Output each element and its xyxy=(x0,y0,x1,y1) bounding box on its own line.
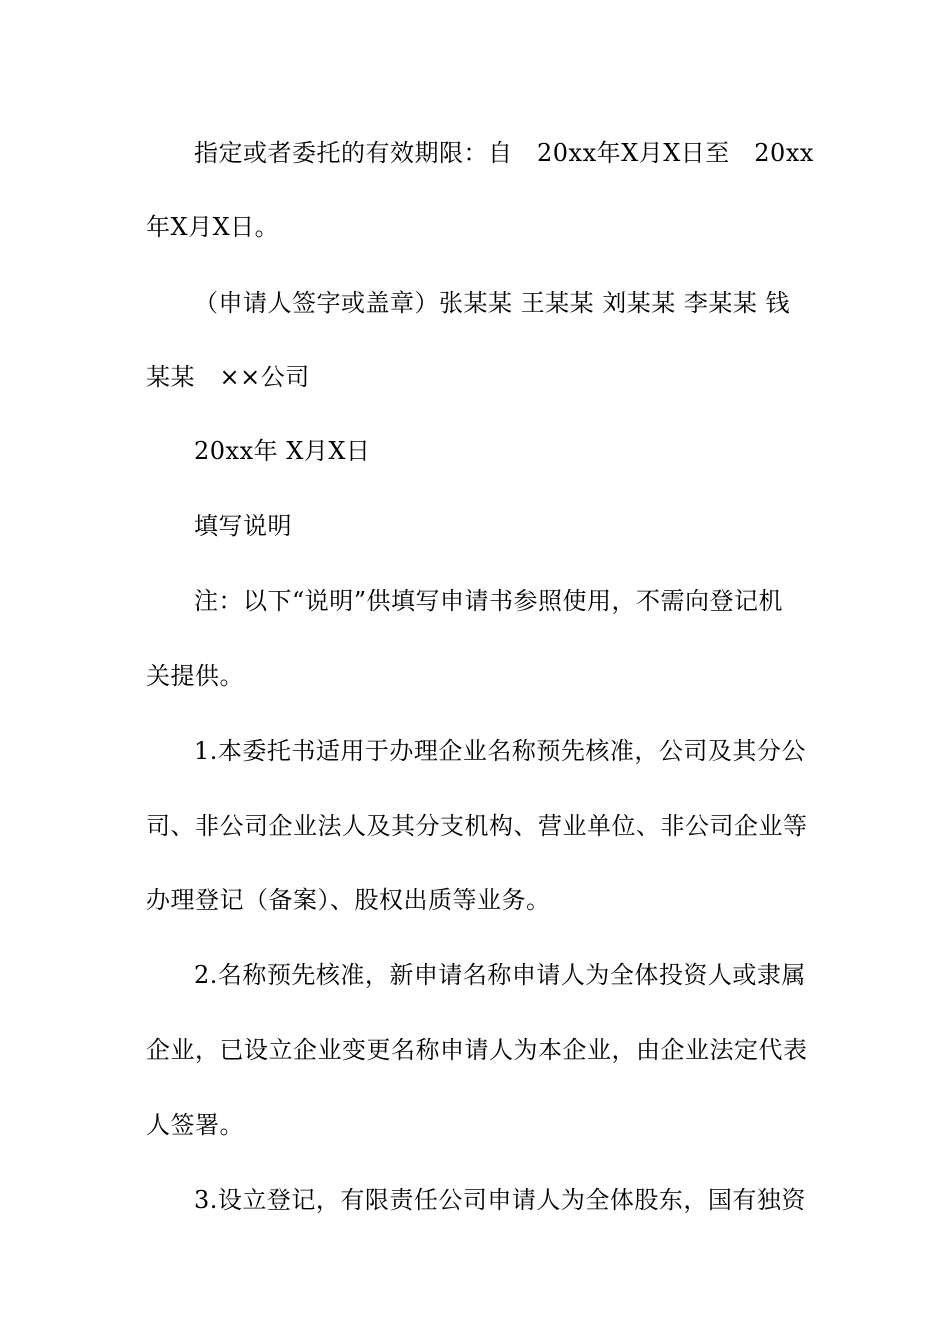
item-2-line-3: 人签署。 xyxy=(146,1111,244,1139)
applicant-signature-line-2: 某某 ××公司 xyxy=(146,363,310,391)
validity-period-line-2: 年X月X日。 xyxy=(146,213,280,241)
item-1-line-1: 1.本委托书适用于办理企业名称预先核准，公司及其分公 xyxy=(194,737,806,765)
validity-period-line-1: 指定或者委托的有效期限：自 20xx年X月X日至 20xx xyxy=(194,139,814,167)
note-line-2: 关提供。 xyxy=(146,662,244,690)
item-2-line-2: 企业，已设立企业变更名称申请人为本企业，由企业法定代表 xyxy=(146,1036,808,1064)
item-2-line-1: 2.名称预先核准，新申请名称申请人为全体投资人或隶属 xyxy=(194,961,806,989)
item-1-line-2: 司、非公司企业法人及其分支机构、营业单位、非公司企业等 xyxy=(146,812,808,840)
section-title-instructions: 填写说明 xyxy=(194,512,292,540)
date-line: 20xx年 X月X日 xyxy=(194,437,371,465)
note-line-1: 注：以下“说明”供填写申请书参照使用，不需向登记机 xyxy=(194,587,784,615)
item-3-line-1: 3.设立登记，有限责任公司申请人为全体股东，国有独资 xyxy=(194,1186,806,1214)
applicant-signature-line-1: （申请人签字或盖章）张某某 王某某 刘某某 李某某 钱 xyxy=(194,289,791,317)
item-1-line-3: 办理登记（备案）、股权出质等业务。 xyxy=(146,886,551,914)
